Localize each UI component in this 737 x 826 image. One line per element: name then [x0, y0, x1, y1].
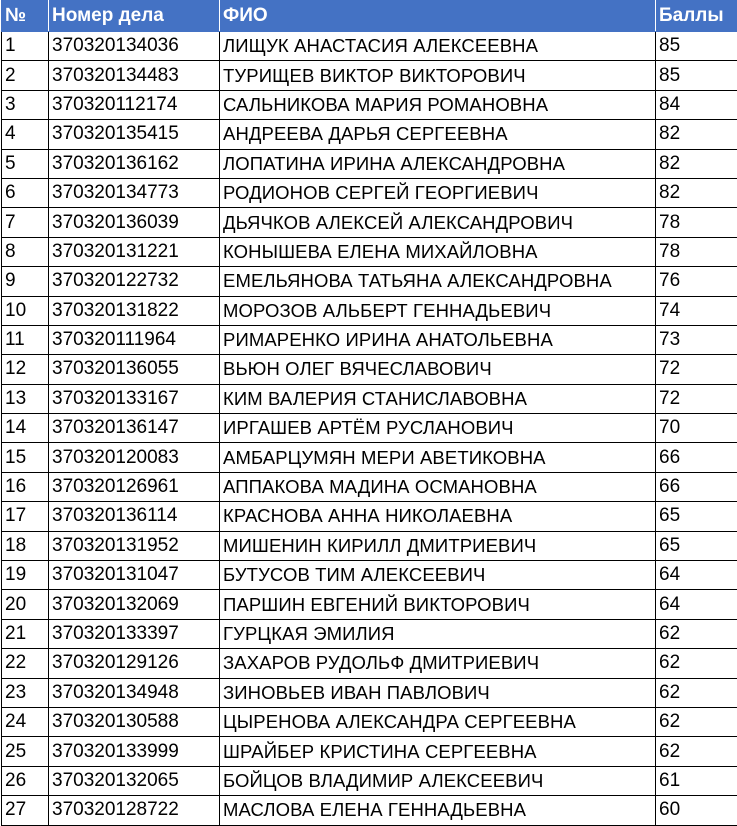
row-case-number: 370320129126: [49, 649, 220, 678]
row-number: 6: [2, 178, 49, 207]
row-full-name: АМБАРЦУМЯН МЕРИ АВЕТИКОВНА: [220, 443, 656, 472]
table-row: [2, 443, 737, 472]
table-body: [2, 32, 737, 826]
row-number: 1: [2, 32, 49, 61]
row-number: 18: [2, 531, 49, 560]
row-number: 11: [2, 325, 49, 354]
row-score: 66: [656, 443, 737, 472]
row-score: 85: [656, 61, 737, 90]
row-number: 5: [2, 149, 49, 178]
row-full-name: КРАСНОВА АННА НИКОЛАЕВНА: [220, 502, 656, 531]
table-row: [2, 61, 737, 90]
row-score: 65: [656, 502, 737, 531]
row-number: 14: [2, 414, 49, 443]
row-score: 62: [656, 619, 737, 648]
table-row: [2, 149, 737, 178]
row-score: 85: [656, 32, 737, 61]
table-row: [2, 561, 737, 590]
row-case-number: 370320120083: [49, 443, 220, 472]
row-case-number: 370320112174: [49, 90, 220, 119]
table-row: [2, 796, 737, 825]
row-case-number: 370320136055: [49, 355, 220, 384]
row-score: 60: [656, 796, 737, 825]
row-full-name: ШРАЙБЕР КРИСТИНА СЕРГЕЕВНА: [220, 737, 656, 766]
row-case-number: 370320134948: [49, 678, 220, 707]
row-full-name: РИМАРЕНКО ИРИНА АНАТОЛЬЕВНА: [220, 325, 656, 354]
row-number: 27: [2, 796, 49, 825]
row-full-name: ИРГАШЕВ АРТЁМ РУСЛАНОВИЧ: [220, 414, 656, 443]
table-row: [2, 384, 737, 413]
row-score: 64: [656, 561, 737, 590]
row-case-number: 370320131047: [49, 561, 220, 590]
row-full-name: САЛЬНИКОВА МАРИЯ РОМАНОВНА: [220, 90, 656, 119]
table-row: [2, 237, 737, 266]
table-row: [2, 472, 737, 501]
table-row: [2, 414, 737, 443]
row-case-number: 370320134483: [49, 61, 220, 90]
header-number: №: [2, 1, 49, 32]
row-full-name: АППАКОВА МАДИНА ОСМАНОВНА: [220, 472, 656, 501]
row-case-number: 370320132069: [49, 590, 220, 619]
table-row: [2, 267, 737, 296]
row-case-number: 370320128722: [49, 796, 220, 825]
row-case-number: 370320130588: [49, 707, 220, 736]
row-number: 8: [2, 237, 49, 266]
row-number: 25: [2, 737, 49, 766]
table-row: [2, 766, 737, 795]
row-full-name: МИШЕНИН КИРИЛЛ ДМИТРИЕВИЧ: [220, 531, 656, 560]
table-row: [2, 707, 737, 736]
row-number: 20: [2, 590, 49, 619]
row-full-name: ЗИНОВЬЕВ ИВАН ПАВЛОВИЧ: [220, 678, 656, 707]
row-case-number: 370320126961: [49, 472, 220, 501]
table-row: [2, 120, 737, 149]
row-full-name: ВЬЮН ОЛЕГ ВЯЧЕСЛАВОВИЧ: [220, 355, 656, 384]
row-case-number: 370320132065: [49, 766, 220, 795]
row-full-name: МАСЛОВА ЕЛЕНА ГЕННАДЬЕВНА: [220, 796, 656, 825]
row-score: 72: [656, 384, 737, 413]
row-case-number: 370320131221: [49, 237, 220, 266]
row-score: 78: [656, 237, 737, 266]
row-case-number: 370320131952: [49, 531, 220, 560]
row-case-number: 370320131822: [49, 296, 220, 325]
row-number: 9: [2, 267, 49, 296]
table-row: [2, 502, 737, 531]
row-full-name: КИМ ВАЛЕРИЯ СТАНИСЛАВОВНА: [220, 384, 656, 413]
row-score: 62: [656, 678, 737, 707]
row-full-name: ЕМЕЛЬЯНОВА ТАТЬЯНА АЛЕКСАНДРОВНА: [220, 267, 656, 296]
table-row: [2, 325, 737, 354]
row-number: 15: [2, 443, 49, 472]
row-number: 21: [2, 619, 49, 648]
table-row: [2, 590, 737, 619]
row-full-name: КОНЫШЕВА ЕЛЕНА МИХАЙЛОВНА: [220, 237, 656, 266]
row-full-name: ЦЫРЕНОВА АЛЕКСАНДРА СЕРГЕЕВНА: [220, 707, 656, 736]
row-number: 2: [2, 61, 49, 90]
row-case-number: 370320134773: [49, 178, 220, 207]
row-score: 62: [656, 707, 737, 736]
row-full-name: РОДИОНОВ СЕРГЕЙ ГЕОРГИЕВИЧ: [220, 178, 656, 207]
row-number: 3: [2, 90, 49, 119]
table-row: [2, 90, 737, 119]
row-full-name: БУТУСОВ ТИМ АЛЕКСЕЕВИЧ: [220, 561, 656, 590]
row-score: 66: [656, 472, 737, 501]
row-full-name: ЗАХАРОВ РУДОЛЬФ ДМИТРИЕВИЧ: [220, 649, 656, 678]
table-row: [2, 737, 737, 766]
row-score: 70: [656, 414, 737, 443]
row-score: 82: [656, 120, 737, 149]
table-row: [2, 208, 737, 237]
row-number: 16: [2, 472, 49, 501]
row-case-number: 370320136039: [49, 208, 220, 237]
row-score: 65: [656, 531, 737, 560]
row-full-name: АНДРЕЕВА ДАРЬЯ СЕРГЕЕВНА: [220, 120, 656, 149]
row-case-number: 370320136114: [49, 502, 220, 531]
row-case-number: 370320135415: [49, 120, 220, 149]
table-row: [2, 178, 737, 207]
row-number: 22: [2, 649, 49, 678]
row-full-name: ЛИЩУК АНАСТАСИЯ АЛЕКСЕЕВНА: [220, 32, 656, 61]
row-case-number: 370320133397: [49, 619, 220, 648]
table-header: [2, 1, 737, 32]
row-case-number: 370320136147: [49, 414, 220, 443]
table-row: [2, 649, 737, 678]
table-row: [2, 32, 737, 61]
row-score: 78: [656, 208, 737, 237]
row-number: 24: [2, 707, 49, 736]
ranking-table: [1, 0, 737, 826]
header-case-number: Номер дела: [49, 1, 220, 32]
row-full-name: БОЙЦОВ ВЛАДИМИР АЛЕКСЕЕВИЧ: [220, 766, 656, 795]
row-number: 19: [2, 561, 49, 590]
header-score: Баллы: [656, 1, 737, 32]
table-row: [2, 531, 737, 560]
row-number: 23: [2, 678, 49, 707]
row-full-name: ЛОПАТИНА ИРИНА АЛЕКСАНДРОВНА: [220, 149, 656, 178]
header-full-name: ФИО: [220, 1, 656, 32]
row-full-name: МОРОЗОВ АЛЬБЕРТ ГЕННАДЬЕВИЧ: [220, 296, 656, 325]
row-number: 10: [2, 296, 49, 325]
row-full-name: ТУРИЩЕВ ВИКТОР ВИКТОРОВИЧ: [220, 61, 656, 90]
row-score: 76: [656, 267, 737, 296]
row-case-number: 370320136162: [49, 149, 220, 178]
row-score: 82: [656, 149, 737, 178]
row-case-number: 370320133167: [49, 384, 220, 413]
row-case-number: 370320122732: [49, 267, 220, 296]
row-full-name: ГУРЦКАЯ ЭМИЛИЯ: [220, 619, 656, 648]
row-case-number: 370320134036: [49, 32, 220, 61]
row-score: 74: [656, 296, 737, 325]
row-number: 7: [2, 208, 49, 237]
row-full-name: ПАРШИН ЕВГЕНИЙ ВИКТОРОВИЧ: [220, 590, 656, 619]
row-score: 72: [656, 355, 737, 384]
table-row: [2, 355, 737, 384]
row-case-number: 370320133999: [49, 737, 220, 766]
table-row: [2, 678, 737, 707]
row-score: 82: [656, 178, 737, 207]
row-score: 62: [656, 737, 737, 766]
row-number: 12: [2, 355, 49, 384]
row-number: 26: [2, 766, 49, 795]
row-number: 4: [2, 120, 49, 149]
row-score: 84: [656, 90, 737, 119]
header-row: [2, 1, 737, 32]
row-score: 62: [656, 649, 737, 678]
row-score: 73: [656, 325, 737, 354]
row-full-name: ДЬЯЧКОВ АЛЕКСЕЙ АЛЕКСАНДРОВИЧ: [220, 208, 656, 237]
table-row: [2, 296, 737, 325]
row-score: 61: [656, 766, 737, 795]
row-score: 64: [656, 590, 737, 619]
row-case-number: 370320111964: [49, 325, 220, 354]
table-row: [2, 619, 737, 648]
row-number: 13: [2, 384, 49, 413]
row-number: 17: [2, 502, 49, 531]
